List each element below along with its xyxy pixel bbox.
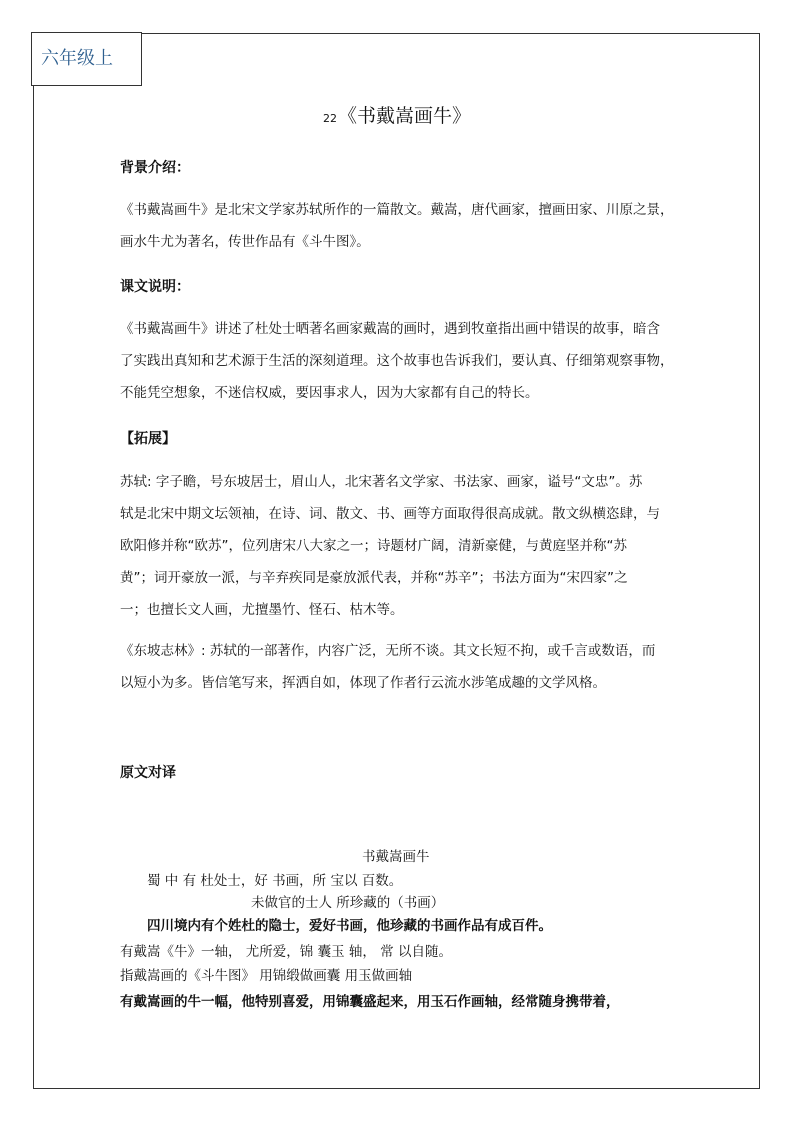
extension-heading: 【拓展】 xyxy=(120,431,176,447)
modern-translation-line: 四川境内有个姓杜的隐士，爱好书画，他珍藏的书画作品有成百件。 xyxy=(147,918,552,934)
explanation-line: 了实践出真知和艺术源于生活的深刻道理。这个故事也告诉我们，要认真、仔细第观察事物， xyxy=(120,353,674,369)
explanation-line: 《书戴嵩画牛》讲述了杜处士晒著名画家戴嵩的画时，遇到牧童指出画中错误的故事，暗含 xyxy=(120,321,660,337)
original-line: 蜀 中 有 杜处士，好 书画，所 宝以 百数。 xyxy=(147,873,403,889)
modern-translation-line: 有戴嵩画的牛一幅，他特别喜爱，用锦囊盛起来，用玉石作画轴，经常随身携带着， xyxy=(120,994,620,1010)
explanation-line: 不能凭空想象，不迷信权威，要因事求人，因为大家都有自己的特长。 xyxy=(120,385,539,401)
translation-heading: 原文对译 xyxy=(120,765,176,781)
lesson-title-text: 《书戴嵩画牛》 xyxy=(337,105,471,127)
explanation-heading: 课文说明： xyxy=(120,279,190,295)
su-shi-line: 一；也擅长文人画，尤擅墨竹、怪石、枯木等。 xyxy=(120,602,404,618)
lesson-number: 22 xyxy=(322,112,337,125)
explanation-paragraph xyxy=(120,313,680,409)
gloss-line: 指戴嵩画的《斗牛图》 用锦缎做画囊 用玉做画轴 xyxy=(120,968,413,984)
su-shi-line: 黄”；词开豪放一派，与辛弃疾同是豪放派代表，并称“苏辛”；书法方面为“宋四家”之 xyxy=(120,570,628,586)
grade-label: 六年级上 xyxy=(31,32,142,86)
background-line: 《书戴嵩画牛》是北宋文学家苏轼所作的一篇散文。戴嵩，唐代画家，擅画田家、川原之景， xyxy=(120,202,674,218)
background-paragraph xyxy=(120,194,680,258)
su-shi-line: 苏轼: 字子瞻，号东坡居士，眉山人，北宋著名文学家、书法家、画家，谥号“文忠”。苏 xyxy=(120,474,643,490)
lesson-title xyxy=(0,104,794,131)
su-shi-line: 欧阳修并称“欧苏”，位列唐宋八大家之一；诗题材广阔，清新豪健，与黄庭坚并称“苏 xyxy=(120,538,627,554)
dongpo-line: 以短小为多。皆信笔写来，挥洒自如，体现了作者行云流水涉笔成趣的文学风格。 xyxy=(120,675,606,691)
dongpo-paragraph xyxy=(120,635,680,699)
su-shi-line: 轼是北宋中期文坛领袖，在诗、词、散文、书、画等方面取得很高成就。散文纵横恣肆，与 xyxy=(120,506,660,522)
gloss-line: 未做官的士人 所珍藏的（书画） xyxy=(251,895,445,911)
background-line: 画水牛尤为著名，传世作品有《斗牛图》。 xyxy=(120,234,370,250)
background-heading: 背景介绍： xyxy=(120,160,190,176)
dongpo-line: 《东坡志林》: 苏轼的一部著作，内容广泛，无所不谈。其文长短不拘，或千言或数语，而 xyxy=(120,643,656,659)
su-shi-paragraph xyxy=(120,466,680,626)
translation-subtitle: 书戴嵩画牛 xyxy=(362,849,430,865)
original-line: 有戴嵩《牛》一轴， 尤所爱，锦 囊玉 轴， 常 以自随。 xyxy=(120,944,452,960)
